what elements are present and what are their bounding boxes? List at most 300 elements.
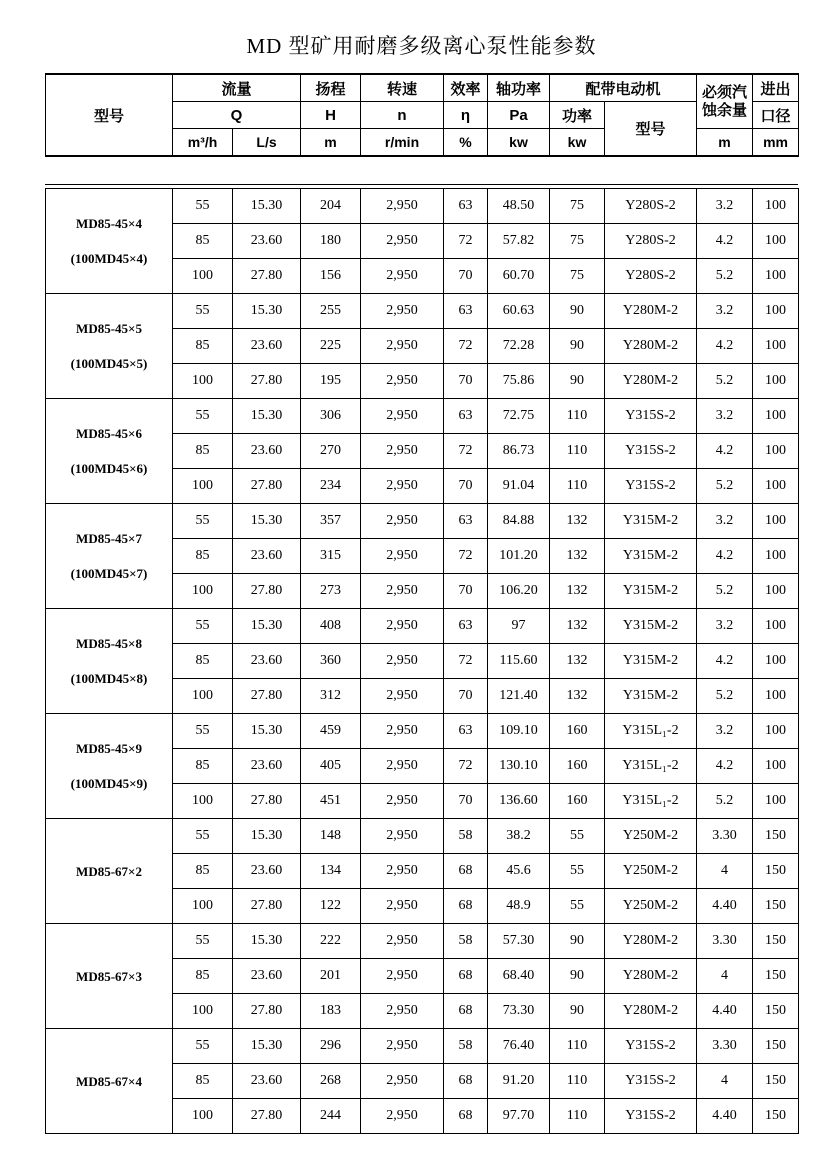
pump-model-line: (100MD45×9) [70,776,148,791]
cell-motor-model: Y315S-2 [605,1099,697,1134]
cell-shaft-power-kw: 38.2 [488,819,550,854]
cell-port-mm: 100 [753,714,799,749]
cell-shaft-power-kw: 73.30 [488,994,550,1029]
cell-flow-m3h: 85 [173,539,233,574]
cell-speed-rmin: 2,950 [361,819,444,854]
cell-flow-ls: 27.80 [233,364,301,399]
cell-motor-model: Y280M-2 [605,959,697,994]
cell-npsh-m: 4.2 [697,224,753,259]
spec-data-table [45,188,799,1134]
cell-flow-ls: 27.80 [233,259,301,294]
cell-flow-m3h: 100 [173,889,233,924]
cell-flow-ls: 23.60 [233,224,301,259]
cell-flow-ls: 23.60 [233,749,301,784]
cell-head-m: 244 [301,1099,361,1134]
cell-port-mm: 150 [753,994,799,1029]
cell-motor-model: Y280M-2 [605,994,697,1029]
unit-npsh-m: m [697,129,753,157]
cell-head-m: 134 [301,854,361,889]
cell-npsh-m: 5.2 [697,364,753,399]
cell-port-mm: 100 [753,749,799,784]
cell-head-m: 255 [301,294,361,329]
cell-head-m: 183 [301,994,361,1029]
cell-head-m: 201 [301,959,361,994]
pump-model-line: (100MD45×8) [70,671,148,686]
cell-motor-power-kw: 55 [550,819,605,854]
cell-flow-m3h: 85 [173,959,233,994]
cell-motor-model: Y315M-2 [605,679,697,714]
cell-npsh-m: 4.2 [697,329,753,364]
cell-flow-ls: 27.80 [233,1099,301,1134]
cell-head-m: 306 [301,399,361,434]
pump-model-line: (100MD45×4) [70,251,148,266]
col-header-speed: 转速 [361,74,444,102]
cell-motor-model: Y280M-2 [605,294,697,329]
cell-head-m: 225 [301,329,361,364]
cell-port-mm: 150 [753,1029,799,1064]
cell-port-mm: 100 [753,189,799,224]
cell-port-mm: 100 [753,784,799,819]
cell-speed-rmin: 2,950 [361,399,444,434]
cell-port-mm: 150 [753,959,799,994]
cell-flow-ls: 27.80 [233,469,301,504]
col-header-port-line1: 进出 [753,74,799,102]
cell-eff-percent: 72 [444,434,488,469]
col-header-efficiency: 效率 [444,74,488,102]
cell-flow-ls: 23.60 [233,959,301,994]
pump-model-line: MD85-67×4 [76,1073,142,1089]
cell-speed-rmin: 2,950 [361,434,444,469]
pump-model-cell [46,399,173,504]
cell-motor-model: Y315M-2 [605,539,697,574]
cell-head-m: 296 [301,1029,361,1064]
cell-flow-m3h: 55 [173,1029,233,1064]
cell-motor-power-kw: 55 [550,889,605,924]
cell-eff-percent: 70 [444,469,488,504]
cell-flow-m3h: 55 [173,609,233,644]
cell-speed-rmin: 2,950 [361,189,444,224]
cell-speed-rmin: 2,950 [361,1064,444,1099]
cell-flow-m3h: 100 [173,994,233,1029]
cell-npsh-m: 3.2 [697,504,753,539]
cell-speed-rmin: 2,950 [361,259,444,294]
cell-npsh-m: 3.30 [697,924,753,959]
cell-shaft-power-kw: 97 [488,609,550,644]
col-header-shaft-power: 轴功率 [488,74,550,102]
cell-port-mm: 100 [753,224,799,259]
cell-npsh-m: 3.2 [697,294,753,329]
cell-npsh-m: 4.40 [697,889,753,924]
cell-port-mm: 100 [753,364,799,399]
cell-motor-power-kw: 132 [550,539,605,574]
cell-npsh-m: 4.40 [697,1099,753,1134]
pump-model-line: MD85-45×5 [76,321,142,336]
cell-eff-percent: 68 [444,994,488,1029]
cell-speed-rmin: 2,950 [361,644,444,679]
cell-head-m: 312 [301,679,361,714]
pump-model-cell [46,504,173,609]
cell-flow-ls: 23.60 [233,1064,301,1099]
cell-shaft-power-kw: 45.6 [488,854,550,889]
cell-eff-percent: 72 [444,644,488,679]
cell-motor-power-kw: 132 [550,504,605,539]
cell-head-m: 270 [301,434,361,469]
cell-eff-percent: 68 [444,1099,488,1134]
cell-speed-rmin: 2,950 [361,924,444,959]
symbol-speed-n: n [361,102,444,129]
cell-motor-power-kw: 110 [550,1029,605,1064]
cell-flow-m3h: 85 [173,224,233,259]
cell-npsh-m: 3.2 [697,714,753,749]
cell-flow-ls: 23.60 [233,329,301,364]
cell-eff-percent: 70 [444,364,488,399]
cell-port-mm: 100 [753,259,799,294]
cell-motor-model: Y280M-2 [605,329,697,364]
pump-model-line: MD85-45×8 [76,636,142,651]
unit-flow-m3h: m³/h [173,129,233,157]
cell-flow-m3h: 100 [173,469,233,504]
pump-model-line: MD85-45×9 [76,741,142,756]
cell-flow-m3h: 55 [173,924,233,959]
cell-motor-model: Y315M-2 [605,609,697,644]
cell-shaft-power-kw: 57.82 [488,224,550,259]
cell-speed-rmin: 2,950 [361,714,444,749]
cell-speed-rmin: 2,950 [361,224,444,259]
cell-speed-rmin: 2,950 [361,364,444,399]
cell-eff-percent: 58 [444,819,488,854]
cell-shaft-power-kw: 84.88 [488,504,550,539]
cell-speed-rmin: 2,950 [361,469,444,504]
cell-eff-percent: 70 [444,574,488,609]
cell-eff-percent: 58 [444,1029,488,1064]
cell-eff-percent: 72 [444,539,488,574]
unit-speed-rmin: r/min [361,129,444,157]
cell-motor-model: Y315S-2 [605,469,697,504]
cell-eff-percent: 58 [444,924,488,959]
cell-motor-power-kw: 110 [550,469,605,504]
col-header-motor-power: 功率 [550,102,605,129]
cell-shaft-power-kw: 97.70 [488,1099,550,1134]
cell-speed-rmin: 2,950 [361,889,444,924]
cell-motor-model: Y280M-2 [605,924,697,959]
cell-shaft-power-kw: 57.30 [488,924,550,959]
cell-eff-percent: 63 [444,399,488,434]
cell-motor-power-kw: 110 [550,434,605,469]
col-header-motor: 配带电动机 [550,74,697,102]
cell-motor-power-kw: 132 [550,574,605,609]
cell-shaft-power-kw: 48.50 [488,189,550,224]
cell-speed-rmin: 2,950 [361,1099,444,1134]
cell-motor-model: Y280S-2 [605,259,697,294]
pump-model-cell [46,609,173,714]
cell-shaft-power-kw: 86.73 [488,434,550,469]
cell-motor-power-kw: 110 [550,1099,605,1134]
cell-flow-ls: 15.30 [233,189,301,224]
cell-motor-power-kw: 160 [550,714,605,749]
cell-port-mm: 100 [753,504,799,539]
npsh-label-line2: 蚀余量 [702,101,748,119]
cell-flow-m3h: 100 [173,259,233,294]
cell-flow-ls: 27.80 [233,784,301,819]
cell-head-m: 195 [301,364,361,399]
spec-header-table [45,73,799,157]
cell-npsh-m: 3.30 [697,819,753,854]
cell-port-mm: 100 [753,329,799,364]
cell-flow-m3h: 55 [173,819,233,854]
unit-port-mm: mm [753,129,799,157]
cell-flow-m3h: 55 [173,294,233,329]
cell-flow-m3h: 55 [173,504,233,539]
cell-npsh-m: 5.2 [697,574,753,609]
cell-motor-power-kw: 90 [550,364,605,399]
cell-motor-model: Y280M-2 [605,364,697,399]
col-header-motor-model: 型号 [605,102,697,157]
cell-flow-ls: 23.60 [233,434,301,469]
cell-motor-model: Y315L₁-2 [605,784,697,819]
cell-flow-m3h: 55 [173,714,233,749]
cell-shaft-power-kw: 115.60 [488,644,550,679]
header-row-1 [46,74,799,102]
cell-npsh-m: 5.2 [697,469,753,504]
cell-shaft-power-kw: 109.10 [488,714,550,749]
cell-npsh-m: 4 [697,854,753,889]
table-row [46,924,799,959]
cell-npsh-m: 4 [697,959,753,994]
cell-motor-power-kw: 55 [550,854,605,889]
cell-port-mm: 150 [753,854,799,889]
cell-flow-m3h: 85 [173,329,233,364]
cell-port-mm: 150 [753,924,799,959]
cell-speed-rmin: 2,950 [361,679,444,714]
cell-speed-rmin: 2,950 [361,539,444,574]
cell-motor-model: Y315L₁-2 [605,749,697,784]
cell-head-m: 451 [301,784,361,819]
symbol-shaft-power-pa: Pa [488,102,550,129]
cell-eff-percent: 63 [444,504,488,539]
cell-head-m: 315 [301,539,361,574]
page-title: MD 型矿用耐磨多级离心泵性能参数 [246,34,597,58]
cell-port-mm: 150 [753,1064,799,1099]
cell-eff-percent: 63 [444,294,488,329]
cell-flow-ls: 27.80 [233,574,301,609]
cell-motor-model: Y250M-2 [605,854,697,889]
cell-npsh-m: 4.2 [697,749,753,784]
cell-motor-model: Y315M-2 [605,644,697,679]
cell-port-mm: 100 [753,434,799,469]
cell-flow-ls: 27.80 [233,679,301,714]
cell-eff-percent: 70 [444,784,488,819]
cell-head-m: 180 [301,224,361,259]
cell-npsh-m: 3.2 [697,609,753,644]
cell-flow-ls: 15.30 [233,924,301,959]
table-row [46,189,799,224]
cell-motor-power-kw: 75 [550,189,605,224]
unit-flow-ls: L/s [233,129,301,157]
table-row [46,1029,799,1064]
cell-motor-model: Y250M-2 [605,889,697,924]
col-header-model: 型号 [46,74,173,156]
table-row [46,714,799,749]
cell-flow-ls: 15.30 [233,1029,301,1064]
cell-flow-ls: 23.60 [233,644,301,679]
cell-flow-ls: 23.60 [233,539,301,574]
cell-npsh-m: 3.30 [697,1029,753,1064]
cell-shaft-power-kw: 75.86 [488,364,550,399]
cell-flow-ls: 15.30 [233,714,301,749]
cell-motor-power-kw: 110 [550,399,605,434]
unit-motor-power-kw: kw [550,129,605,157]
cell-motor-power-kw: 160 [550,749,605,784]
cell-shaft-power-kw: 130.10 [488,749,550,784]
cell-motor-model: Y315M-2 [605,574,697,609]
cell-eff-percent: 70 [444,259,488,294]
cell-flow-ls: 15.30 [233,819,301,854]
cell-motor-power-kw: 90 [550,294,605,329]
pump-model-line: (100MD45×5) [70,356,148,371]
cell-shaft-power-kw: 76.40 [488,1029,550,1064]
cell-npsh-m: 4.2 [697,644,753,679]
cell-npsh-m: 3.2 [697,399,753,434]
cell-motor-power-kw: 90 [550,329,605,364]
cell-npsh-m: 4.40 [697,994,753,1029]
cell-speed-rmin: 2,950 [361,294,444,329]
cell-head-m: 357 [301,504,361,539]
cell-motor-power-kw: 75 [550,259,605,294]
cell-port-mm: 150 [753,819,799,854]
cell-flow-ls: 27.80 [233,889,301,924]
cell-shaft-power-kw: 68.40 [488,959,550,994]
cell-shaft-power-kw: 72.75 [488,399,550,434]
cell-port-mm: 100 [753,609,799,644]
cell-head-m: 148 [301,819,361,854]
cell-port-mm: 150 [753,889,799,924]
cell-npsh-m: 5.2 [697,259,753,294]
cell-speed-rmin: 2,950 [361,749,444,784]
pump-model-cell [46,1029,173,1134]
cell-port-mm: 100 [753,539,799,574]
cell-flow-ls: 27.80 [233,994,301,1029]
cell-shaft-power-kw: 60.63 [488,294,550,329]
cell-motor-model: Y280S-2 [605,189,697,224]
cell-motor-power-kw: 132 [550,679,605,714]
cell-motor-model: Y315S-2 [605,1029,697,1064]
cell-eff-percent: 68 [444,854,488,889]
cell-port-mm: 100 [753,294,799,329]
col-header-head: 扬程 [301,74,361,102]
pump-model-cell [46,924,173,1029]
cell-flow-m3h: 85 [173,749,233,784]
cell-port-mm: 100 [753,644,799,679]
cell-eff-percent: 63 [444,189,488,224]
cell-eff-percent: 72 [444,749,488,784]
table-row [46,399,799,434]
cell-port-mm: 150 [753,1099,799,1134]
table-row [46,819,799,854]
cell-head-m: 459 [301,714,361,749]
cell-npsh-m: 4 [697,1064,753,1099]
cell-port-mm: 100 [753,399,799,434]
spec-data-body [46,189,799,1134]
cell-motor-power-kw: 75 [550,224,605,259]
cell-shaft-power-kw: 60.70 [488,259,550,294]
cell-shaft-power-kw: 106.20 [488,574,550,609]
cell-eff-percent: 63 [444,609,488,644]
cell-eff-percent: 63 [444,714,488,749]
cell-flow-m3h: 100 [173,1099,233,1134]
cell-head-m: 204 [301,189,361,224]
pump-model-line: MD85-45×6 [76,426,142,441]
col-header-flow: 流量 [173,74,301,102]
cell-port-mm: 100 [753,574,799,609]
data-table-wrapper [45,184,798,1134]
cell-eff-percent: 72 [444,224,488,259]
cell-npsh-m: 5.2 [697,679,753,714]
cell-port-mm: 100 [753,469,799,504]
npsh-label-line1: 必须汽 [702,83,748,101]
cell-eff-percent: 72 [444,329,488,364]
pump-model-line: MD85-45×7 [76,531,142,546]
cell-speed-rmin: 2,950 [361,854,444,889]
cell-motor-power-kw: 90 [550,924,605,959]
cell-shaft-power-kw: 91.04 [488,469,550,504]
table-row [46,609,799,644]
cell-shaft-power-kw: 136.60 [488,784,550,819]
cell-port-mm: 100 [753,679,799,714]
cell-flow-m3h: 85 [173,854,233,889]
cell-flow-m3h: 100 [173,574,233,609]
cell-flow-ls: 15.30 [233,294,301,329]
cell-motor-model: Y315M-2 [605,504,697,539]
symbol-eff-eta: η [444,102,488,129]
unit-eff-percent: % [444,129,488,157]
col-header-port-line2: 口径 [753,102,799,129]
pump-model-cell [46,819,173,924]
cell-flow-ls: 15.30 [233,609,301,644]
cell-flow-m3h: 85 [173,434,233,469]
cell-flow-m3h: 55 [173,189,233,224]
pump-model-line: MD85-67×2 [76,863,142,879]
cell-speed-rmin: 2,950 [361,994,444,1029]
cell-motor-model: Y315S-2 [605,434,697,469]
cell-npsh-m: 4.2 [697,434,753,469]
cell-motor-power-kw: 90 [550,994,605,1029]
cell-shaft-power-kw: 72.28 [488,329,550,364]
cell-motor-model: Y280S-2 [605,224,697,259]
cell-head-m: 156 [301,259,361,294]
cell-eff-percent: 68 [444,889,488,924]
cell-shaft-power-kw: 121.40 [488,679,550,714]
pump-model-line: (100MD45×7) [70,566,148,581]
cell-flow-m3h: 55 [173,399,233,434]
table-row [46,504,799,539]
cell-head-m: 408 [301,609,361,644]
cell-flow-ls: 15.30 [233,399,301,434]
cell-eff-percent: 68 [444,1064,488,1099]
cell-head-m: 234 [301,469,361,504]
col-header-npsh [697,74,753,129]
cell-npsh-m: 5.2 [697,784,753,819]
cell-npsh-m: 3.2 [697,189,753,224]
cell-flow-m3h: 100 [173,364,233,399]
cell-flow-ls: 15.30 [233,504,301,539]
cell-motor-model: Y315S-2 [605,399,697,434]
cell-npsh-m: 4.2 [697,539,753,574]
cell-motor-model: Y250M-2 [605,819,697,854]
cell-head-m: 360 [301,644,361,679]
cell-speed-rmin: 2,950 [361,784,444,819]
cell-head-m: 268 [301,1064,361,1099]
cell-speed-rmin: 2,950 [361,504,444,539]
